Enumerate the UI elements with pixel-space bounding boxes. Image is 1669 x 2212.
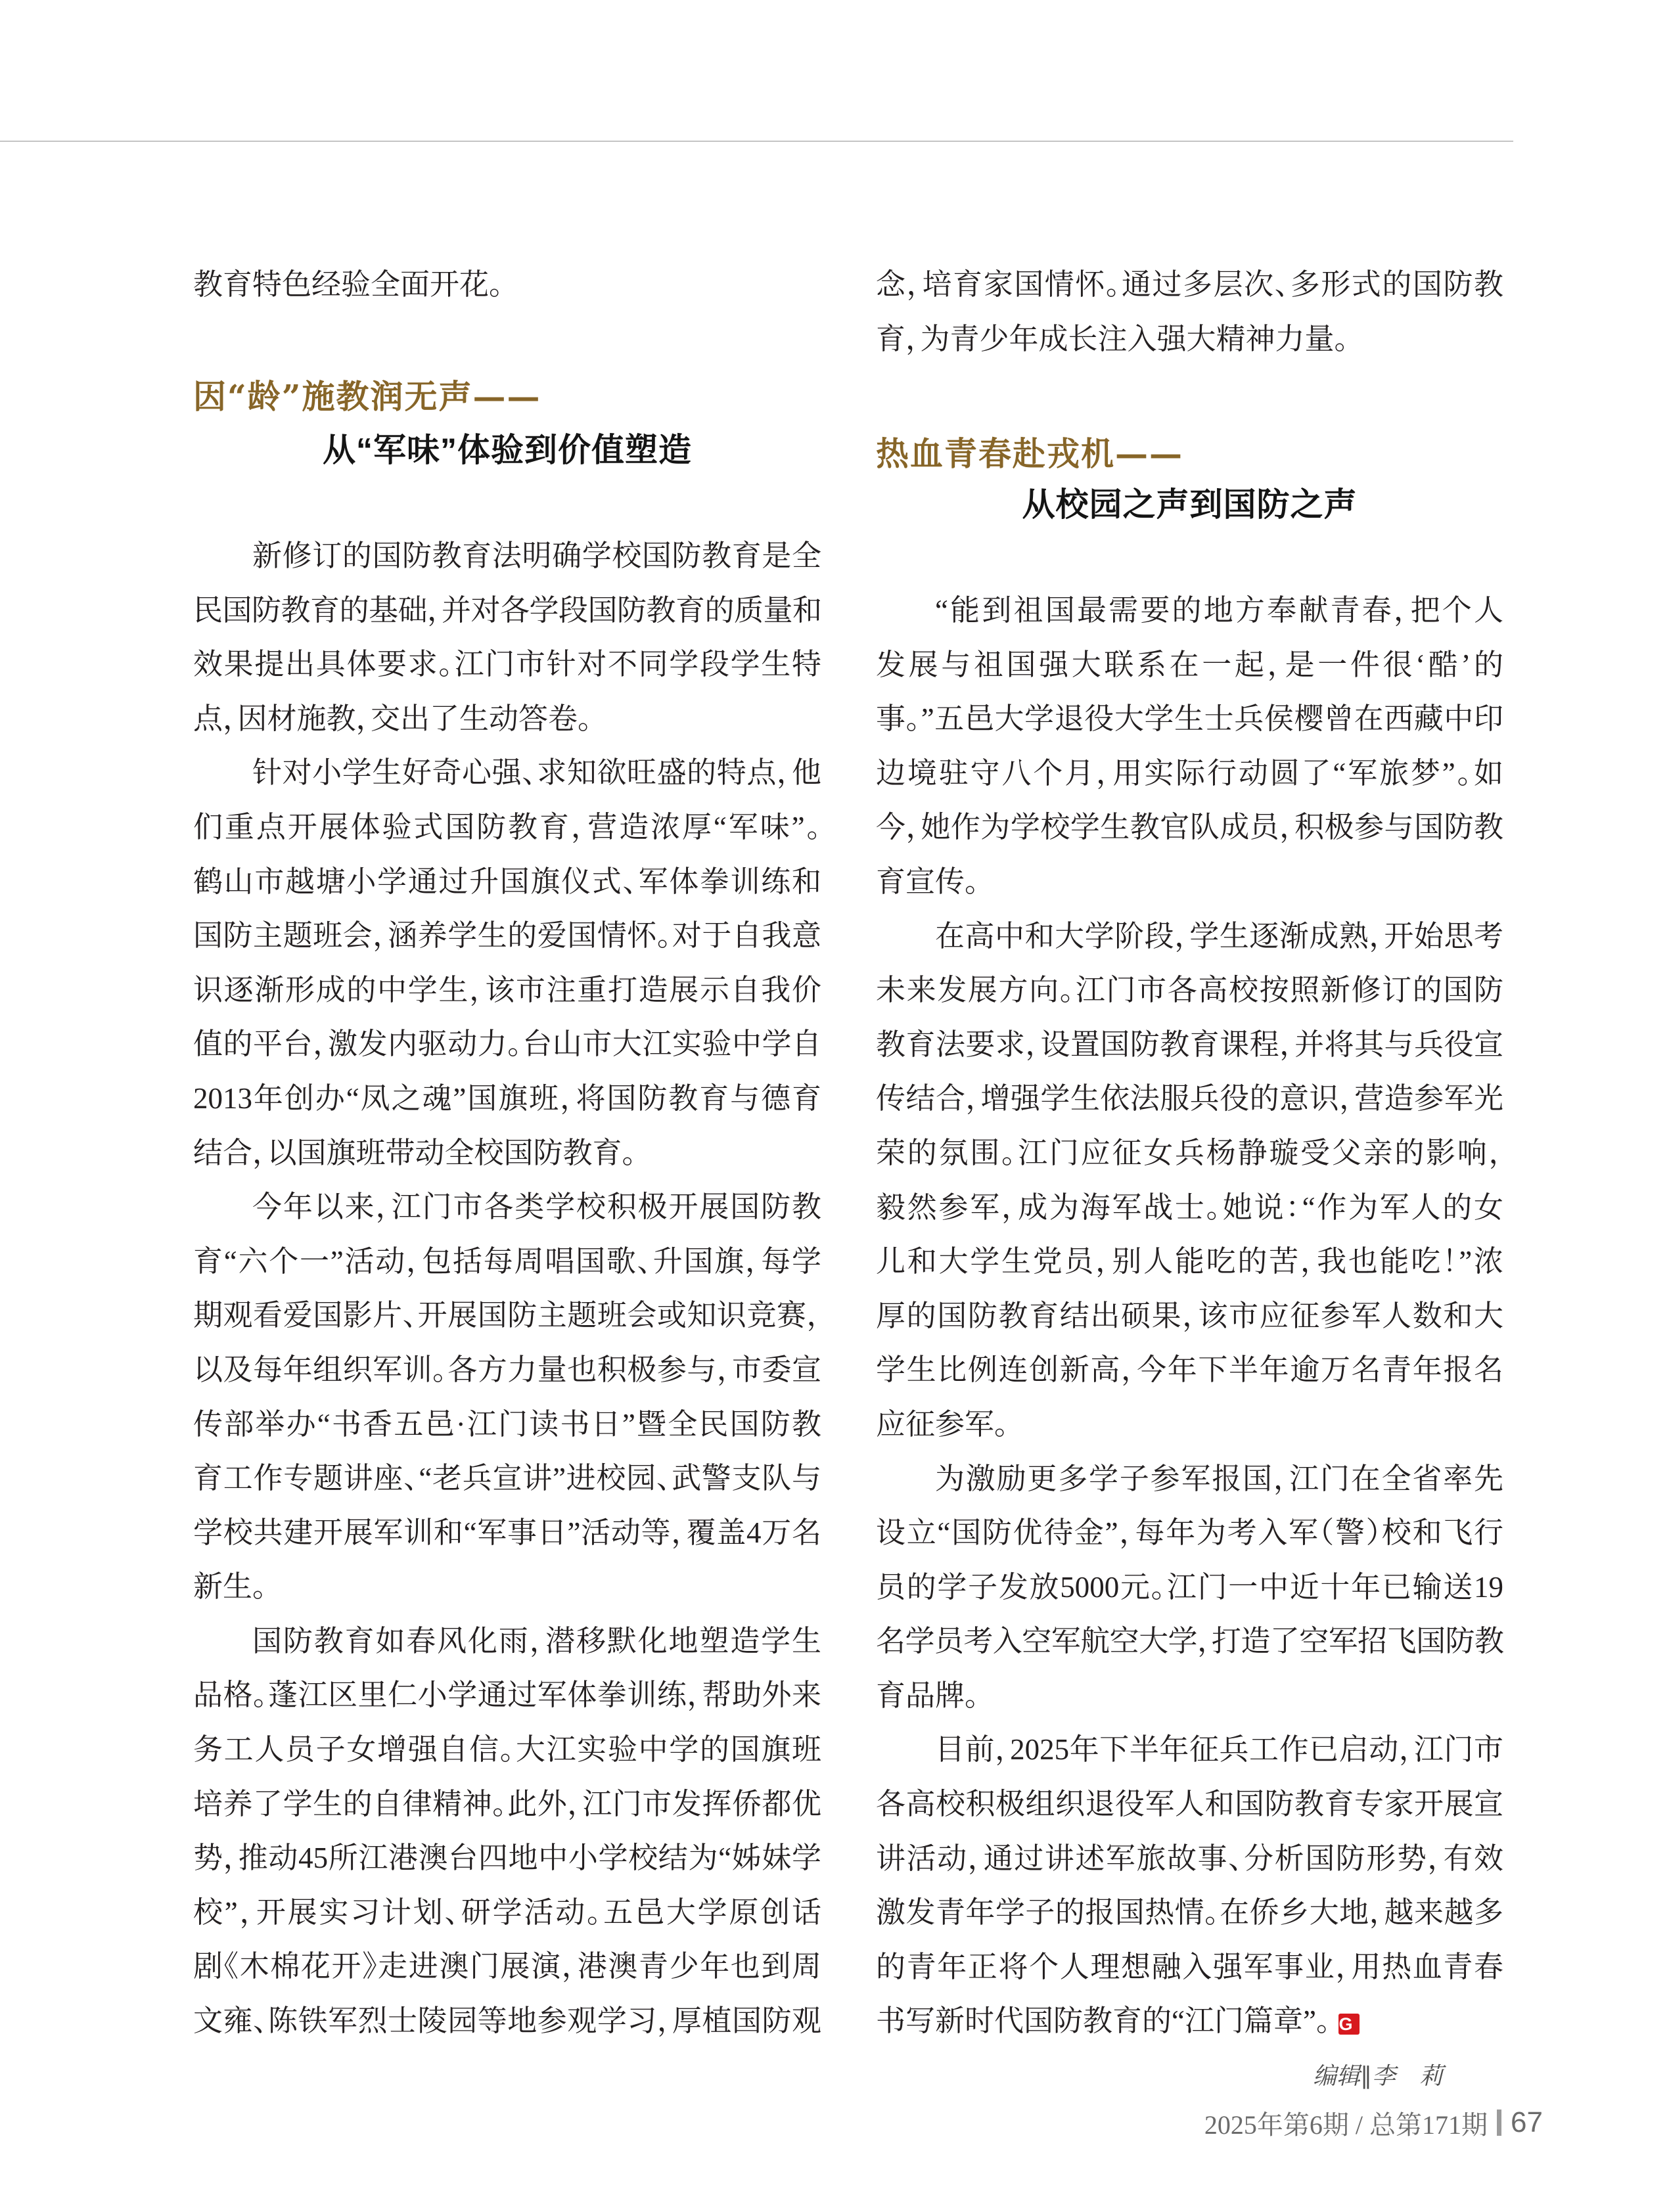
text-line: 剧《木棉花开》走进澳门展演，港澳青少年也到周 — [193, 1950, 821, 1983]
text-line: 新生。 — [193, 1570, 267, 1604]
page-footer — [1204, 2106, 1543, 2139]
editor-credit: 编辑∥李 莉 — [1313, 2063, 1444, 2090]
body-paragraph — [193, 746, 821, 1180]
text-line: 国防主题班会，涵养学生的爱国情怀。对于自我意 — [193, 919, 821, 953]
text-line: 的青年正将个人理想融入强军事业，用热血青春 — [876, 1950, 1503, 1983]
body-paragraph — [193, 1614, 821, 2048]
text-line: 未来发展方向。江门市各高校按照新修订的国防 — [876, 974, 1503, 1007]
body-paragraph — [876, 1452, 1503, 1723]
text-line: 势，推动45所江港澳台四地中小学校结为“姊妹学 — [193, 1841, 821, 1875]
article-body — [193, 529, 821, 2048]
text-line: 期观看爱国影片、开展国防主题班会或知识竞赛， — [193, 1299, 821, 1332]
text-line: 设立“国防优待金”，每年为考入军（警）校和飞行 — [876, 1516, 1503, 1550]
text-line: 育品牌。 — [876, 1679, 980, 1712]
text-line: 学校共建开展军训和“军事日”活动等，覆盖4万名 — [193, 1516, 821, 1549]
page-number: 67 — [1511, 2106, 1543, 2138]
text-line: 今年以来，江门市各类学校积极开展国防教 — [252, 1190, 821, 1224]
text-line: 2013年创办“凤之魂”国旗班，将国防教育与德育 — [193, 1081, 821, 1115]
text-line: 育宣传。 — [876, 865, 980, 898]
text-line: 教育法要求，设置国防教育课程，并将其与兵役宣 — [876, 1027, 1503, 1061]
text-line: 在高中和大学阶段，学生逐渐成熟，开始思考 — [935, 919, 1503, 953]
text-line: 传部举办“书香五邑·江门读书日”暨全民国防教 — [193, 1407, 821, 1441]
text-line: 学生比例连创新高，今年下半年逾万名青年报名 — [876, 1353, 1503, 1387]
text-line: 们重点开展体验式国防教育，营造浓厚“军味”。 — [193, 810, 821, 844]
left-column — [193, 0, 821, 2212]
text-line: 激发青年学子的报国热情。在侨乡大地，越来越多 — [876, 1896, 1503, 1930]
text-line-content: 书写新时代国防教育的“江门篇章”。 — [876, 2004, 1331, 2038]
text-line: 发展与祖国强大联系在一起，是一件很‘酷’的 — [876, 648, 1503, 681]
text-line — [876, 1994, 1503, 2048]
section-subheading: 从校园之声到国防之声 — [1022, 486, 1358, 523]
body-paragraph — [193, 1180, 821, 1614]
text-line: 点，因材施教，交出了生动答卷。 — [193, 702, 593, 735]
right-column — [876, 0, 1503, 2212]
text-line: 以及每年组织军训。各方力量也积极参与，市委宣 — [193, 1353, 821, 1386]
text-line: 荣的氛围。江门应征女兵杨静璇受父亲的影响， — [876, 1136, 1503, 1169]
text-line: 识逐渐形成的中学生，该市注重打造展示自我价 — [193, 973, 821, 1006]
end-mark-logo: G — [1338, 2014, 1360, 2035]
text-line: 培养了学生的自律精神。此外，江门市发挥侨都优 — [193, 1787, 821, 1820]
text-line: 新修订的国防教育法明确学校国防教育是全 — [252, 539, 821, 572]
text-line: 目前，2025年下半年征兵工作已启动，江门市 — [935, 1733, 1503, 1767]
text-line: 品格。蓬江区里仁小学通过军体拳训练，帮助外来 — [193, 1679, 821, 1712]
footer-separator — [1497, 2110, 1501, 2136]
text-line: 国防教育如春风化雨，潜移默化地塑造学生 — [252, 1624, 821, 1658]
text-line: 务工人员子女增强自信。大江实验中学的国旗班 — [193, 1733, 821, 1767]
lead-in-paragraph — [876, 258, 1503, 366]
text-line: 文雍、陈铁军烈士陵园等地参观学习，厚植国防观 — [193, 2004, 821, 2038]
text-line: 教育特色经验全面开花。 — [193, 268, 504, 301]
text-line: 事。”五邑大学退役大学生士兵侯樱曾在西藏中印 — [876, 702, 1503, 736]
text-line: 儿和大学生党员，别人能吃的苦，我也能吃！”浓 — [876, 1245, 1503, 1278]
text-line: 育“六个一”活动，包括每周唱国歌、升国旗，每学 — [193, 1244, 821, 1278]
text-line: 今，她作为学校学生教官队成员，积极参与国防教 — [876, 811, 1503, 844]
body-paragraph — [876, 909, 1503, 1452]
body-paragraph — [876, 1723, 1503, 2048]
text-line: 名学员考入空军航空大学，打造了空军招飞国防教 — [876, 1625, 1503, 1658]
text-line: 针对小学生好奇心强、求知欲旺盛的特点，他 — [252, 756, 821, 790]
text-line: 厚的国防教育结出硕果，该市应征参军人数和大 — [876, 1299, 1503, 1332]
text-line: 讲活动，通过讲述军旅故事、分析国防形势，有效 — [876, 1841, 1503, 1875]
issue-info: 2025年第6期 / 总第171期 — [1204, 2110, 1488, 2140]
text-line: 员的学子发放5000元。江门一中近十年已输送19 — [876, 1570, 1503, 1604]
text-line: 民国防教育的基础，并对各学段国防教育的质量和 — [193, 593, 821, 627]
lead-in-paragraph — [193, 258, 821, 312]
text-line: “能到祖国最需要的地方奉献青春，把个人 — [935, 594, 1503, 627]
text-line: 念，培育家国情怀。通过多层次、多形式的国防教 — [876, 268, 1503, 301]
section-subheading: 从“军味”体验到价值塑造 — [323, 432, 692, 468]
text-line: 育工作专题讲座、“老兵宣讲”进校园、武警支队与 — [193, 1462, 821, 1495]
text-line: 应征参军。 — [876, 1407, 1009, 1441]
text-line: 边境驻守八个月，用实际行动圆了“军旅梦”。如 — [876, 756, 1503, 790]
text-line: 毅然参军，成为海军战士。她说：“作为军人的女 — [876, 1190, 1503, 1224]
text-line: 效果提出具体要求。江门市针对不同学段学生特 — [193, 648, 821, 681]
body-paragraph — [876, 583, 1503, 909]
text-line: 鹤山市越塘小学通过升国旗仪式、军体拳训练和 — [193, 865, 821, 898]
article-body — [876, 583, 1503, 2048]
section-heading: 因“龄”施教润无声—— — [193, 377, 541, 416]
text-line: 为激励更多学子参军报国，江门在全省率先 — [935, 1462, 1503, 1495]
section-heading: 热血青春赴戎机—— — [876, 434, 1183, 473]
text-line: 校”，开展实习计划、研学活动。五邑大学原创话 — [193, 1895, 821, 1929]
text-line: 育，为青少年成长注入强大精神力量。 — [876, 322, 1350, 355]
body-paragraph — [193, 529, 821, 746]
text-line: 结合，以国旗班带动全校国防教育。 — [193, 1136, 637, 1169]
text-line: 各高校积极组织退役军人和国防教育专家开展宣 — [876, 1788, 1503, 1821]
text-line: 值的平台，激发内驱动力。台山市大江实验中学自 — [193, 1027, 821, 1061]
text-line: 传结合，增强学生依法服兵役的意识，营造参军光 — [876, 1082, 1503, 1116]
